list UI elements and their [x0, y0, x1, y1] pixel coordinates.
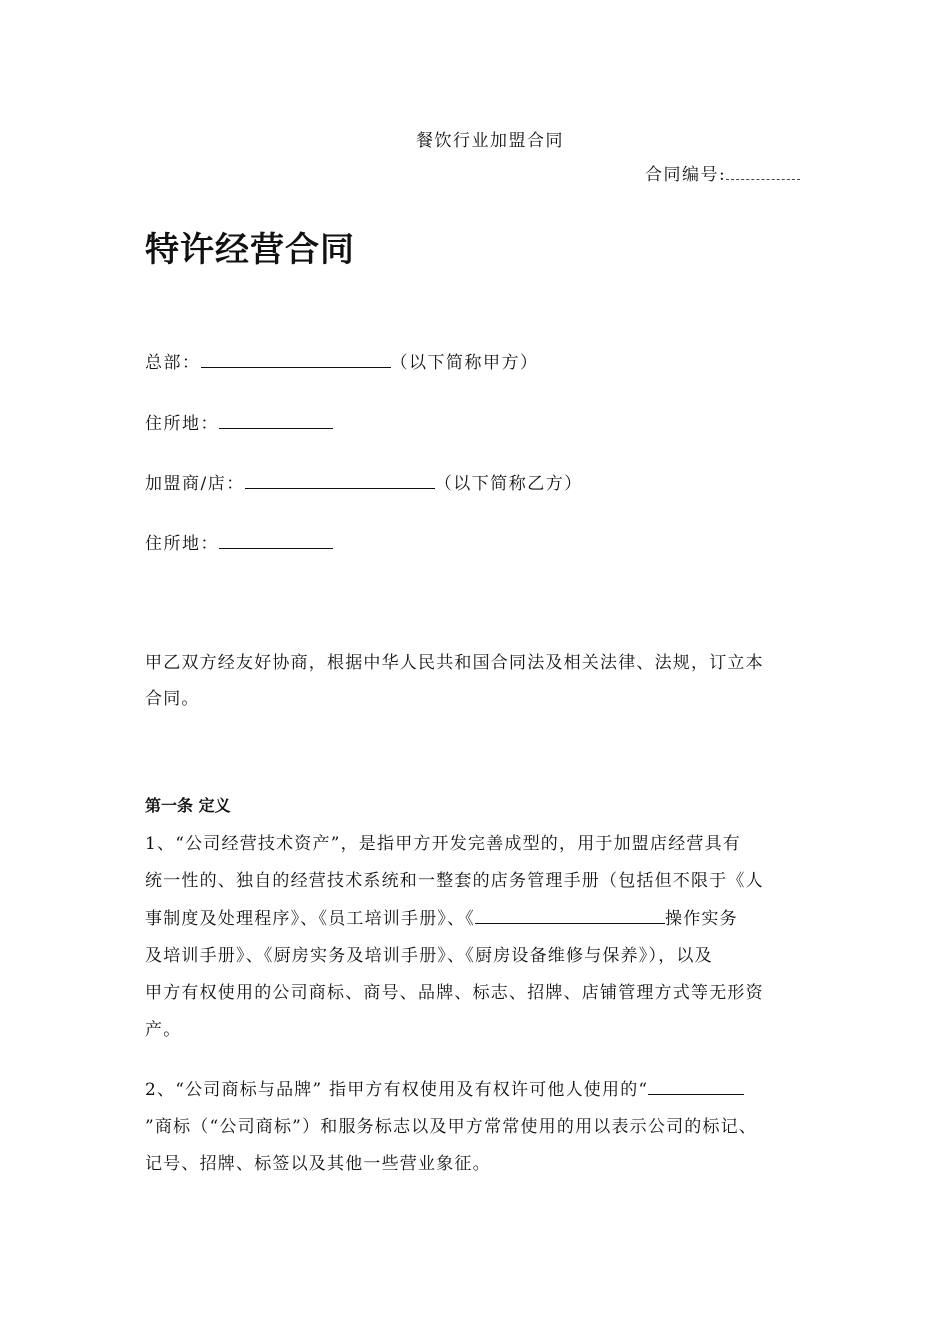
hq-label: 总部： — [145, 353, 201, 373]
clause-1-line-1: 1、“公司经营技术资产”，是指甲方开发完善成型的，用于加盟店经营具有 — [145, 834, 741, 854]
clause-2-line-3: 记号、招牌、标签以及其他一些营业象征。 — [145, 1154, 491, 1174]
contract-number-line — [645, 160, 800, 185]
hq-line — [145, 348, 539, 373]
franchisee-address-label: 住所地： — [145, 534, 219, 554]
contract-number-label: 合同编号: — [645, 165, 727, 185]
clause-2-line-1 — [145, 1075, 744, 1100]
clause-1-line-6: 产。 — [145, 1020, 182, 1040]
franchisee-line — [145, 469, 583, 494]
article-1-heading: 第一条 定义 — [145, 796, 231, 815]
document-header-title: 餐饮行业加盟合同 — [416, 131, 564, 151]
clause-1-line-3 — [145, 904, 738, 929]
page-title: 特许经营合同 — [145, 230, 355, 270]
manual-name-blank[interactable] — [475, 907, 665, 924]
hq-address-label: 住所地： — [145, 414, 219, 434]
hq-address-line — [145, 409, 333, 434]
franchisee-suffix: （以下简称乙方） — [434, 474, 583, 494]
clause-2-line-1-prefix: 2、“公司商标与品牌” 指甲方有权使用及有权许可他人使用的“ — [145, 1080, 649, 1100]
clause-1-line-5: 甲方有权使用的公司商标、商号、品牌、标志、招牌、店铺管理方式等无形资 — [145, 983, 764, 1003]
franchisee-name-blank[interactable] — [245, 472, 435, 489]
intro-line-1: 甲乙双方经友好协商，根据中华人民共和国合同法及相关法律、法规，订立本 — [145, 653, 764, 673]
clause-1-line-4: 及培训手册》、《厨房实务及培训手册》、《厨房设备维修与保养》），以及 — [145, 946, 713, 966]
hq-name-blank[interactable] — [201, 351, 391, 368]
franchisee-address-blank[interactable] — [219, 532, 333, 549]
contract-number-blank[interactable] — [726, 165, 800, 180]
intro-line-2: 合同。 — [145, 689, 200, 709]
clause-2-line-2: ”商标（“公司商标”）和服务标志以及甲方常常使用的用以表示公司的标记、 — [145, 1117, 758, 1137]
franchisee-address-line — [145, 529, 333, 554]
clause-1-line-3-suffix: 操作实务 — [665, 909, 738, 929]
clause-1-line-3-prefix: 事制度及处理程序》、《员工培训手册》、《 — [145, 909, 475, 929]
franchisee-label: 加盟商/店： — [145, 474, 245, 494]
trademark-name-blank[interactable] — [648, 1078, 744, 1095]
hq-suffix: （以下简称甲方） — [390, 353, 539, 373]
clause-1-line-2: 统一性的、独自的经营技术系统和一整套的店务管理手册（包括但不限于《人 — [145, 871, 764, 891]
hq-address-blank[interactable] — [219, 412, 333, 429]
